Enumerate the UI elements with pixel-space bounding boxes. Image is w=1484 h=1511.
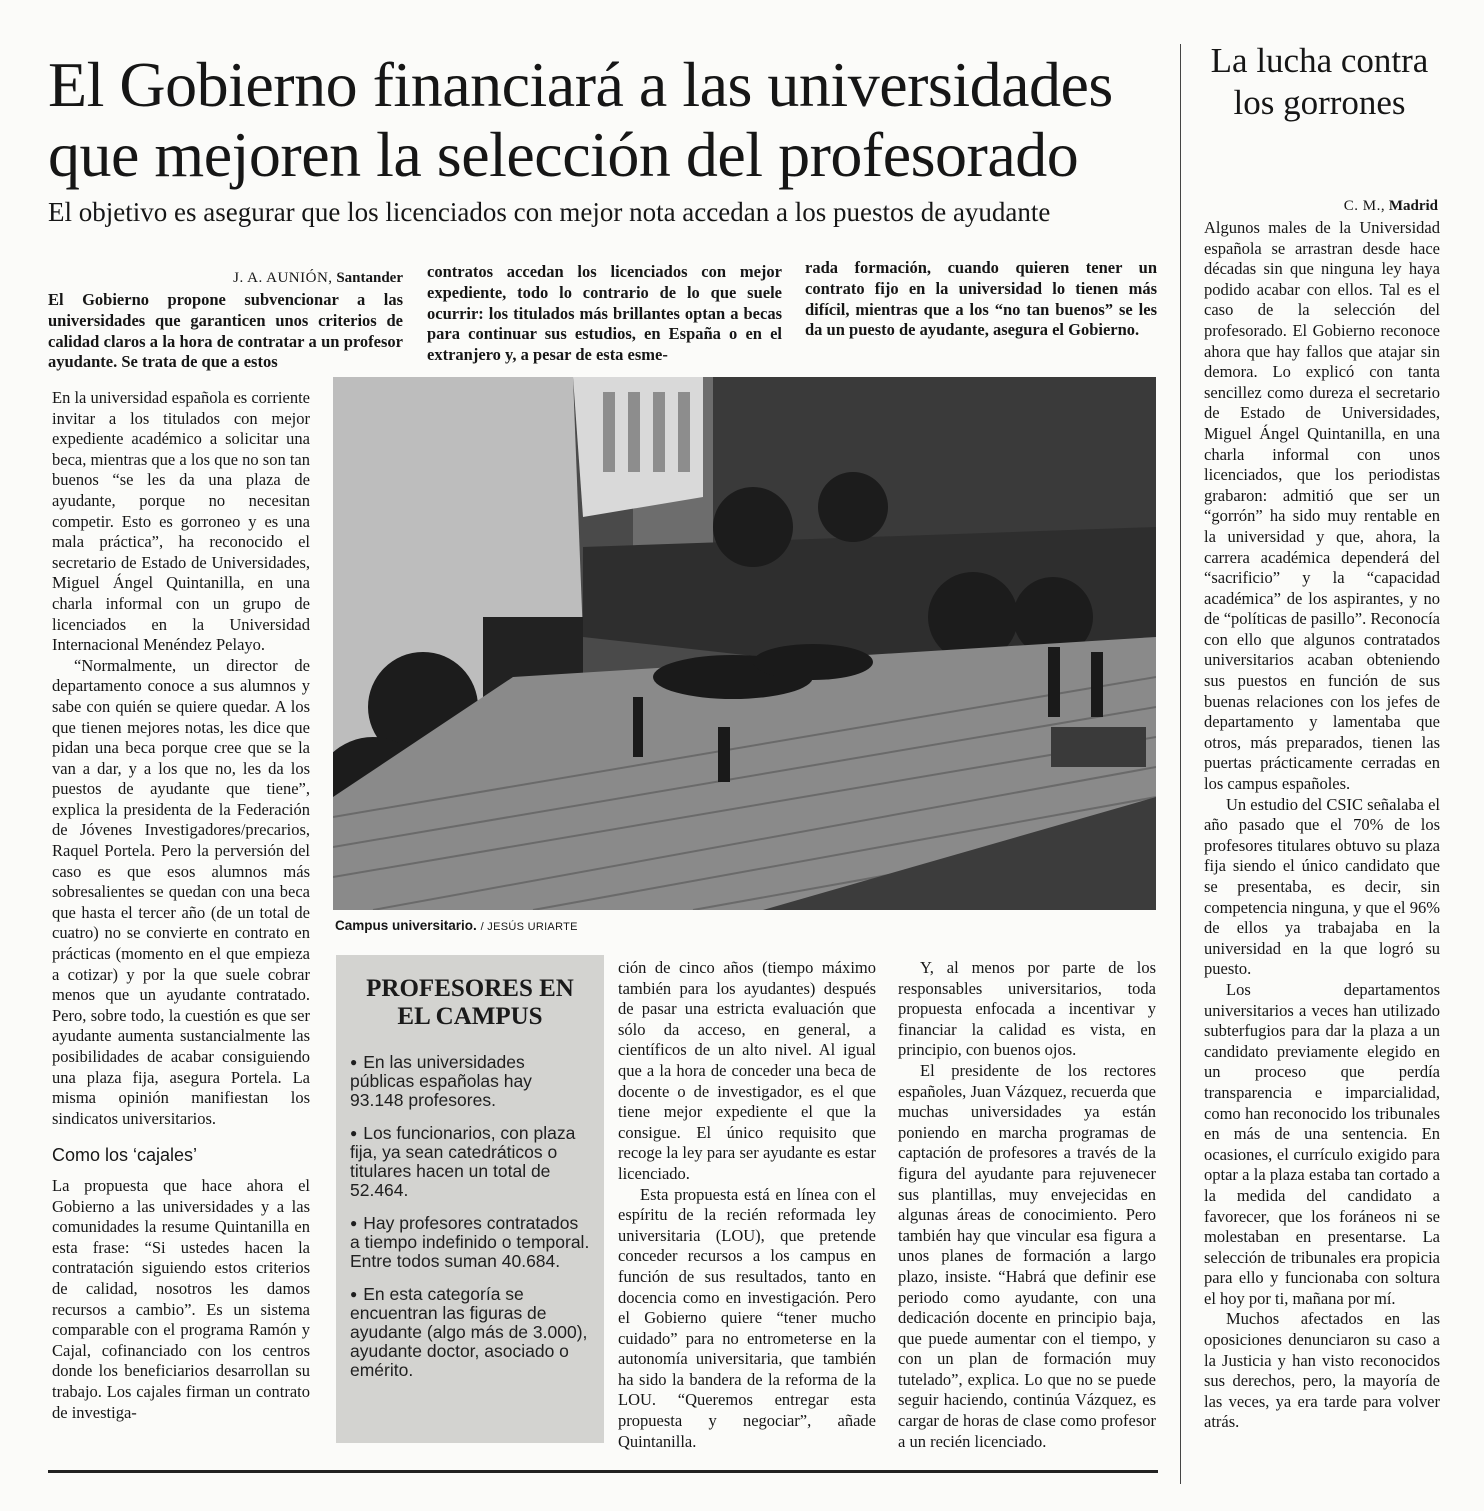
lead-col-1 bbox=[48, 290, 403, 373]
side-paragraph-3: Los departamentos universitarios a veces han utilizado subterfugios para dar la plaza a un candidato previamente elegido en un proceso que perdía transparencia e imparcialidad, como han reconocido los tribunales en más de una sentencia. En ocasiones, el currículo exigido para optar a la plaza estaba tan cortado a la medida del candidato a favorecer, que los foráneos ni se molestaban en presentarse. La selección de tribunales era propicia para ello y funcionaba con soltura el hoy por ti, mañana por mí. bbox=[1204, 979, 1440, 1308]
lead-col-3 bbox=[805, 258, 1157, 341]
column-divider bbox=[1180, 44, 1181, 1484]
bullet-icon: ● bbox=[350, 1055, 358, 1069]
bottom-rule bbox=[48, 1470, 1158, 1473]
headline bbox=[48, 50, 1178, 190]
col3-paragraph-1: ción de cinco años (tiempo máximo también para los ayudantes) después de pasar una estricta evaluación que sólo da acceso, en general, a científicos de un alto nivel. Al igual que a la hora de conceder una beca de docente o de investigador, es el que tiene mejor expediente el que la consigue. El único requisito que recoge la ley para ser ayudante es estar licenciado. bbox=[618, 958, 876, 1183]
col4-paragraph-2: El presidente de los rectores españoles, Juan Vázquez, recuerda que muchas universidades ya están poniendo en marcha programas de captación de profesores a través de la figura del ayudante para rejuvenecer sus plantillas, muy envejecidas en algunas áreas de conocimiento. Pero también hay que vincular esa figura a unos planes de formación a largo plazo, insiste. “Habrá que definir ese periodo como ayudante, con una dedicación docente en principio baja, que puede aumentar con el tiempo, y con un plan de formación muy tutelado”, explica. Lo que no se puede seguir haciendo, continúa Vázquez, es cargar de horas de clase como profesor a un recién licenciado. bbox=[898, 1060, 1156, 1451]
side-byline bbox=[1200, 196, 1438, 216]
sidebar-item bbox=[350, 1214, 590, 1271]
sidebar-title: PROFESORES EN EL CAMPUS bbox=[366, 975, 574, 1030]
bullet-icon: ● bbox=[350, 1216, 358, 1230]
headline-line-1: El Gobierno financiará a las universidades bbox=[48, 49, 1113, 120]
section-subtitle: Como los ‘cajales’ bbox=[52, 1145, 198, 1166]
side-byline-place: Madrid bbox=[1388, 198, 1438, 214]
sidebar-item-text: En esta categoría se encuentran las figuras de ayudante (algo más de 3.000), ayudante doctor, asociado o emérito. bbox=[350, 1284, 588, 1380]
sidebar-item-text: Hay profesores contratados a tiempo indefinido o temporal. Entre todos suman 40.684. bbox=[350, 1213, 590, 1271]
subheadline: El objetivo es asegurar que los licenciados con mejor nota accedan a los puestos de ayudante bbox=[48, 197, 1051, 227]
sidebar-item-text: En las universidades públicas españolas hay 93.148 profesores. bbox=[350, 1052, 532, 1110]
byline-author: J. A. AUNIÓN, bbox=[233, 270, 333, 286]
side-paragraph-2: Un estudio del CSIC señalaba el año pasado que el 70% de los profesores titulares obtuvo su plaza fija siendo el único candidato que se presentaba, es decir, sin competencia ninguna, y que el 96% de ellos ya trabajaba en la universidad en la que logró su puesto. bbox=[1204, 794, 1441, 979]
sidebar-item bbox=[350, 1053, 590, 1110]
sidebar-item bbox=[350, 1124, 590, 1200]
campus-photo-illustration bbox=[333, 377, 1156, 910]
lead-text-3: rada formación, cuando quieren tener un contrato fijo en la universidad lo tienen más difícil, mientras que a los “no tan buenos” se les da un puesto de ayudante, asegura el Gobierno. bbox=[805, 258, 1157, 340]
article-column-4 bbox=[898, 958, 1156, 1452]
sidebar-box bbox=[336, 955, 604, 1443]
col3-paragraph-2: Esta propuesta está en línea con el espíritu de la recién reformada ley universitaria (LOU), que pretende conceder recursos a los campus en función de sus resultados, tanto en docencia como en investigación. Pero el Gobierno quiere “tener mucho cuidado” para no entrometerse en la autonomía universitaria, que también ha sido la bandera de la reforma de la LOU. “Queremos entregar esta propuesta y negociar”, añade Quintanilla. bbox=[618, 1184, 876, 1451]
article-column-1 bbox=[52, 388, 310, 1423]
headline-line-2: que mejoren la selección del profesorado bbox=[48, 119, 1079, 190]
photo-caption bbox=[335, 918, 578, 933]
sidebar-item bbox=[350, 1285, 590, 1380]
lead-col-2 bbox=[427, 262, 782, 366]
byline-place: Santander bbox=[336, 270, 403, 286]
byline bbox=[48, 268, 403, 288]
photo-caption-text: Campus universitario. bbox=[335, 918, 477, 933]
side-byline-author: C. M., bbox=[1343, 198, 1386, 214]
bullet-icon: ● bbox=[350, 1126, 358, 1140]
col4-paragraph-1: Y, al menos por parte de los responsables universitarios, toda propuesta enfocada a incentivar y financiar la calidad es vista, en principio, con buenos ojos. bbox=[898, 958, 1156, 1060]
photo-credit: / JESÚS URIARTE bbox=[480, 921, 578, 933]
col1-paragraph-3: La propuesta que hace ahora el Gobierno a las universidades y a las comunidades la resume Quintanilla en esta frase: “Si ustedes hacen la contratación siguiendo estos criterios de calidad, nosotros les damos recursos a cambio”. Es un sistema comparable con el programa Ramón y Cajal, cofinanciado con los centros donde los beneficiarios desarrollan su trabajo. Los cajales firman un contrato de investiga- bbox=[52, 1175, 310, 1422]
campus-photo bbox=[333, 377, 1156, 910]
col1-paragraph-2: “Normalmente, un director de departamento conoce a sus alumnos y sabe con quién se quiere quedar. A los que tienen mejores notas, les dice que pidan una beca porque cree que se la van a dar, y a los que no, les da los puestos de ayudante que tiene”, explica la presidenta de la Federación de Jóvenes Investigadores/precarios, Raquel Portela. Pero la perversión del caso es que esos alumnos más sobresalientes se quedan con una beca que hasta el tercer año (de un total de cuatro) no se convierte en contrato en prácticas (momento en el que empieza a cotizar) y por la que suele cobrar menos que un ayudante contratado. Pero, sobre todo, la cuestión es que ser ayudante aumenta sustancialmente las posibilidades de acabar consiguiendo una plaza fija, asegura Portela. La misma opinión manifiestan los sindicatos universitarios. bbox=[52, 655, 310, 1128]
side-paragraph-1: Algunos males de la Universidad española se arrastran desde hace décadas sin que ninguna ley haya podido acabar con ellos. Tal es el caso de la selección del profesorado. El Gobierno reconoce ahora que hay fallos que atajar sin demora. Lo explicó con tanta sencillez como dureza el secretario de Estado de Universidades, Miguel Ángel Quintanilla, en una charla informal con unos licenciados, que los periodistas grabaron: admitió que ser un “gorrón” ha sido muy rentable en la universidad y que, ahora, la carrera académica dependerá del “sacrificio” y la “capacidad académica” de los aspirantes, y no de “políticas de pasillo”. Reconocía con ello que algunos contratados universitarios acaban obteniendo sus puestos en función de sus buenas relaciones con los jefes de departamento y lamentaba que otros, más preparados, tienen las puertas prácticamente cerradas en los campus españoles. bbox=[1204, 218, 1440, 794]
side-article-title: La lucha contra los gorrones bbox=[1210, 41, 1429, 122]
col1-paragraph-1: En la universidad española es corriente invitar a los titulados con mejor expediente académico a solicitar una beca, mientras que a los que no son tan buenos “se les da una plaza de ayudante, porque no necesitan competir. Esto es gorroneo y es una mala práctica”, ha reconocido el secretario de Estado de Universidades, Miguel Ángel Quintanilla, en una charla informal con un grupo de licenciados en la Universidad Internacional Menéndez Pelayo. bbox=[52, 388, 310, 655]
sidebar-list bbox=[350, 1053, 590, 1380]
sidebar-item-text: Los funcionarios, con plaza fija, ya sean catedráticos o titulares hacen un total de 52.464. bbox=[350, 1123, 576, 1200]
article-column-3 bbox=[618, 958, 876, 1452]
side-article-body bbox=[1204, 218, 1440, 1433]
lead-text-2: contratos accedan los licenciados con mejor expediente, todo lo contrario de lo que suele ocurrir: los titulados más brillantes optan a becas para continuar sus estudios, en España o en el extranjero y, a pesar de esta esme- bbox=[427, 262, 782, 365]
bullet-icon: ● bbox=[350, 1287, 358, 1301]
side-paragraph-4: Muchos afectados en las oposiciones denunciaron su caso a la Justicia y han visto reconocidos sus derechos, pero, la mayoría de las veces, ya era tarde para volver atrás. bbox=[1204, 1309, 1440, 1432]
lead-text-1: El Gobierno propone subvencionar a las universidades que garanticen unos criterios de calidad claros a la hora de contratar a un profesor ayudante. Se trata de que a estos bbox=[48, 290, 403, 372]
